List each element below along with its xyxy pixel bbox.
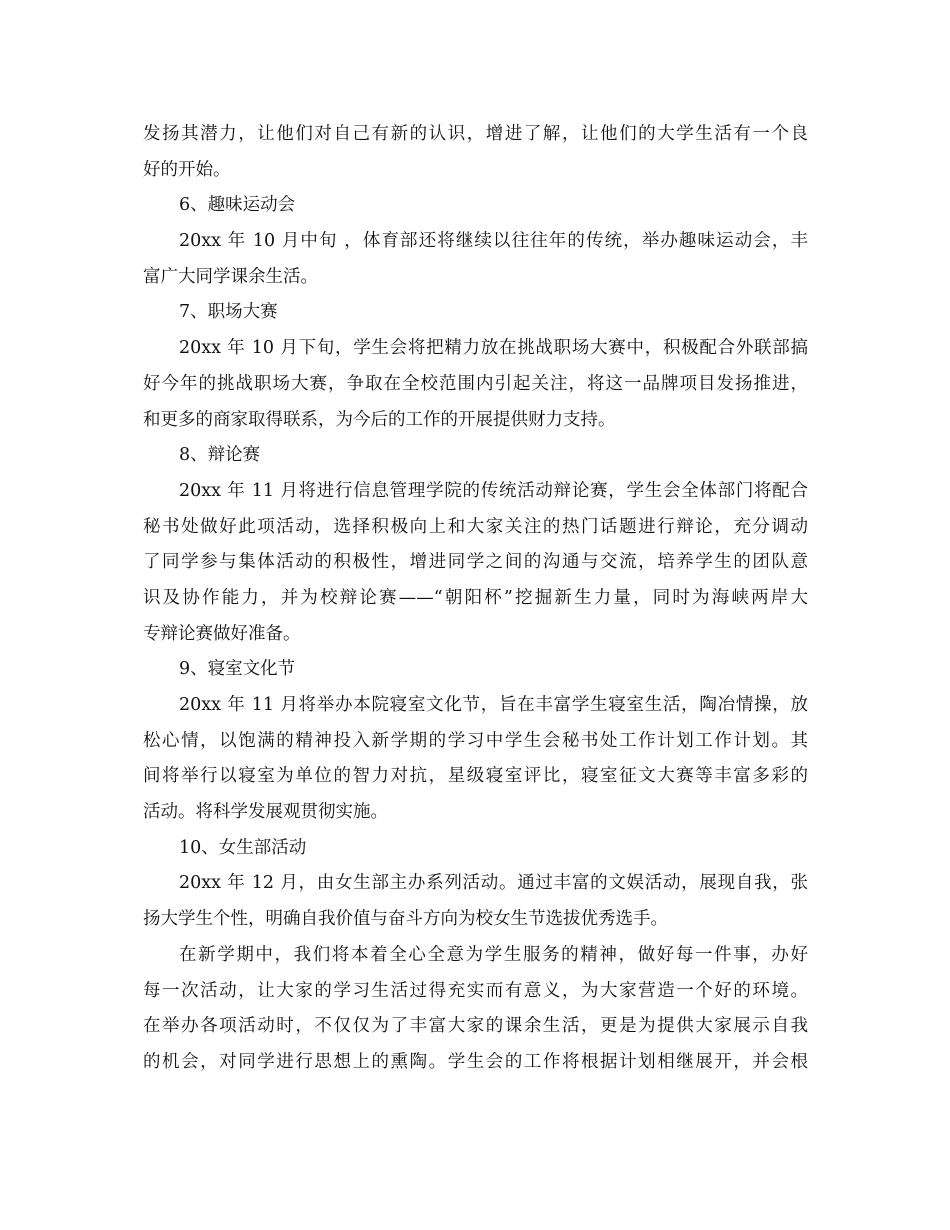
paragraph-line: 了同学参与集体活动的积极性，增进同学之间的沟通与交流，培养学生的团队意 [143, 552, 808, 573]
paragraph-line: 20xx 年 10 月下旬，学生会将把精力放在挑战职场大赛中，积极配合外联部搞 [179, 338, 808, 359]
paragraph-line: 每一次活动，让大家的学习生活过得充实而有意义，为大家营造一个好的环境。 [143, 980, 808, 1001]
paragraph-line: 松心情，以饱满的精神投入新学期的学习中学生会秘书处工作计划工作计划。其 [143, 730, 808, 751]
paragraph-line: 在举办各项活动时，不仅仅为了丰富大家的课余生活，更是为提供大家展示自我 [143, 1016, 808, 1037]
paragraph-line: 活动。将科学发展观贯彻实施。 [143, 802, 388, 823]
paragraph-line: 好的开始。 [143, 159, 231, 180]
document-body [143, 117, 808, 1081]
paragraph-line: 20xx 年 10 月中旬 ，体育部还将继续以往往年的传统，举办趣味运动会，丰 [179, 231, 808, 252]
paragraph-line: 富广大同学课余生活。 [143, 266, 318, 287]
paragraph-line: 在新学期中，我们将本着全心全意为学生服务的精神，做好每一件事，办好 [179, 944, 808, 965]
paragraph-line: 识及协作能力，并为校辩论赛——“朝阳杯”挖掘新生力量，同时为海峡两岸大 [143, 587, 808, 608]
paragraph-line: 20xx 年 11 月将进行信息管理学院的传统活动辩论赛，学生会全体部门将配合 [179, 480, 808, 501]
section-heading: 7、职场大赛 [179, 302, 278, 323]
paragraph-line: 秘书处做好此项活动，选择积极向上和大家关注的热门话题进行辩论，充分调动 [143, 516, 808, 537]
paragraph-line: 扬大学生个性，明确自我价值与奋斗方向为校女生节选拔优秀选手。 [143, 909, 668, 930]
paragraph-line: 发扬其潜力，让他们对自己有新的认识，增进了解，让他们的大学生活有一个良 [143, 124, 808, 144]
section-heading: 8、辩论赛 [179, 445, 261, 466]
paragraph-line: 专辩论赛做好准备。 [143, 623, 301, 644]
paragraph-line: 20xx 年 11 月将举办本院寝室文化节，旨在丰富学生寝室生活，陶冶情操，放 [179, 695, 808, 715]
paragraph-line: 的机会，对同学进行思想上的熏陶。学生会的工作将根据计划相继展开，并会根 [143, 1051, 808, 1072]
section-heading: 10、女生部活动 [179, 837, 307, 858]
section-heading: 9、寝室文化节 [179, 659, 296, 680]
paragraph-line: 好今年的挑战职场大赛，争取在全校范围内引起关注，将这一品牌项目发扬推进， [143, 373, 808, 394]
paragraph-line: 间将举行以寝室为单位的智力对抗，星级寝室评比，寝室征文大赛等丰富多彩的 [143, 766, 808, 787]
section-heading: 6、趣味运动会 [179, 195, 296, 216]
paragraph-line: 和更多的商家取得联系，为今后的工作的开展提供财力支持。 [143, 409, 616, 430]
paragraph-line: 20xx 年 12 月，由女生部主办系列活动。通过丰富的文娱活动，展现自我，张 [179, 873, 808, 894]
